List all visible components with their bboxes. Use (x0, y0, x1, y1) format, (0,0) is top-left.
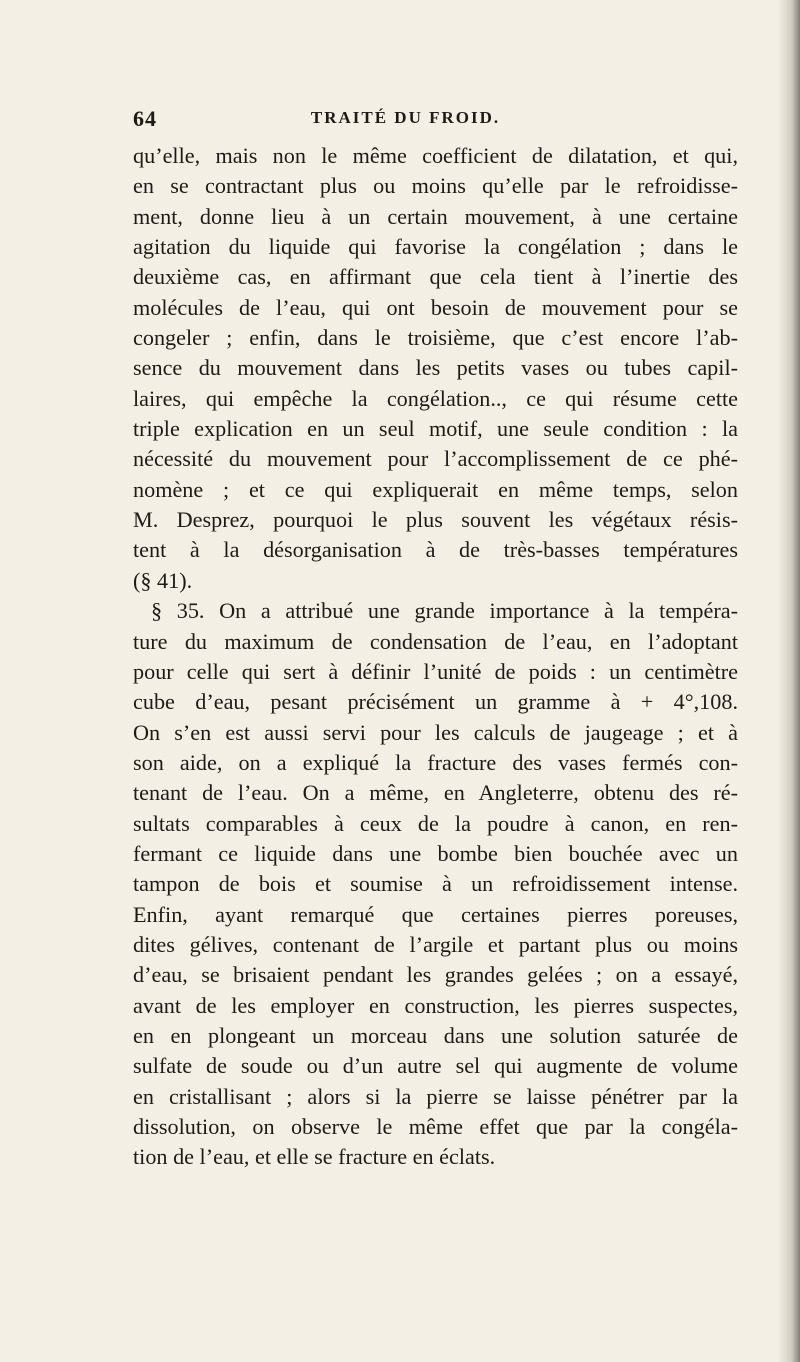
text-line: molécules de l’eau, qui ont besoin de mouvement pour se (133, 294, 738, 320)
text-line: avant de les employer en construction, les pierres suspectes, (133, 992, 738, 1018)
running-title: TRAITÉ DU FROID. (310, 108, 501, 127)
text-line: laires, qui empêche la congélation.., ce qui résume cette (133, 385, 738, 411)
text-line: Enfin, ayant remarqué que certaines pierres poreuses, (133, 901, 738, 927)
text-line: ment, donne lieu à un certain mouvement, à une certaine (133, 203, 738, 229)
text-line: son aide, on a expliqué la fracture des vases fermés con- (133, 749, 738, 775)
text-line: tampon de bois et soumise à un refroidissement intense. (133, 871, 738, 897)
text-line: en en plongeant un morceau dans une solution saturée de (133, 1022, 738, 1048)
text-line: en cristallisant ; alors si la pierre se laisse pénétrer par la (133, 1083, 738, 1109)
text-line: sence du mouvement dans les petits vases ou tubes capil- (133, 355, 738, 381)
text-line: congeler ; enfin, dans le troisième, que c’est encore l’ab- (133, 325, 738, 351)
text-line: sulfate de soude ou d’un autre sel qui augmente de volume (133, 1053, 738, 1079)
page-edge-shadow (778, 0, 800, 1362)
text-line: nomène ; et ce qui expliquerait en même temps, selon (133, 476, 738, 502)
page-header (133, 106, 738, 136)
text-line: en se contractant plus ou moins qu’elle par le refroidisse- (133, 173, 738, 199)
text-line: pour celle qui sert à définir l’unité de poids : un centimètre (133, 658, 738, 684)
text-line: tion de l’eau, et elle se fracture en éclats. (133, 1144, 496, 1170)
text-line: tenant de l’eau. On a même, en Angleterre, obtenu des ré- (133, 780, 738, 806)
text-line: § 35. On a attribué une grande importance à la tempéra- (151, 598, 738, 624)
text-line: ture du maximum de condensation de l’eau, en l’adoptant (133, 628, 738, 654)
text-line: triple explication en un seul motif, une seule condition : la (133, 416, 738, 442)
text-line: cube d’eau, pesant précisément un gramme à + 4°,108. (133, 689, 738, 715)
text-line: dissolution, on observe le même effet que par la congéla- (133, 1114, 738, 1139)
text-line: fermant ce liquide dans une bombe bien bouchée avec un (133, 840, 738, 866)
body-text (133, 141, 738, 1173)
text-line: qu’elle, mais non le même coefficient de dilatation, et qui, (133, 143, 738, 168)
text-line: nécessité du mouvement pour l’accomplissement de ce phé- (133, 446, 738, 472)
text-line: deuxième cas, en affirmant que cela tient à l’inertie des (133, 264, 738, 290)
page-number: 64 (133, 106, 157, 131)
text-line: sultats comparables à ceux de la poudre à canon, en ren- (133, 810, 738, 836)
text-line: d’eau, se brisaient pendant les grandes gelées ; on a essayé, (133, 962, 738, 988)
text-line: M. Desprez, pourquoi le plus souvent les végétaux résis- (133, 507, 738, 533)
text-line: (§ 41). (133, 567, 193, 593)
text-line: On s’en est aussi servi pour les calculs de jaugeage ; et à (133, 719, 738, 745)
text-line: agitation du liquide qui favorise la congélation ; dans le (133, 234, 738, 260)
text-line: tent à la désorganisation à de très-basses températures (133, 537, 738, 563)
text-line: dites gélives, contenant de l’argile et partant plus ou moins (133, 931, 738, 957)
